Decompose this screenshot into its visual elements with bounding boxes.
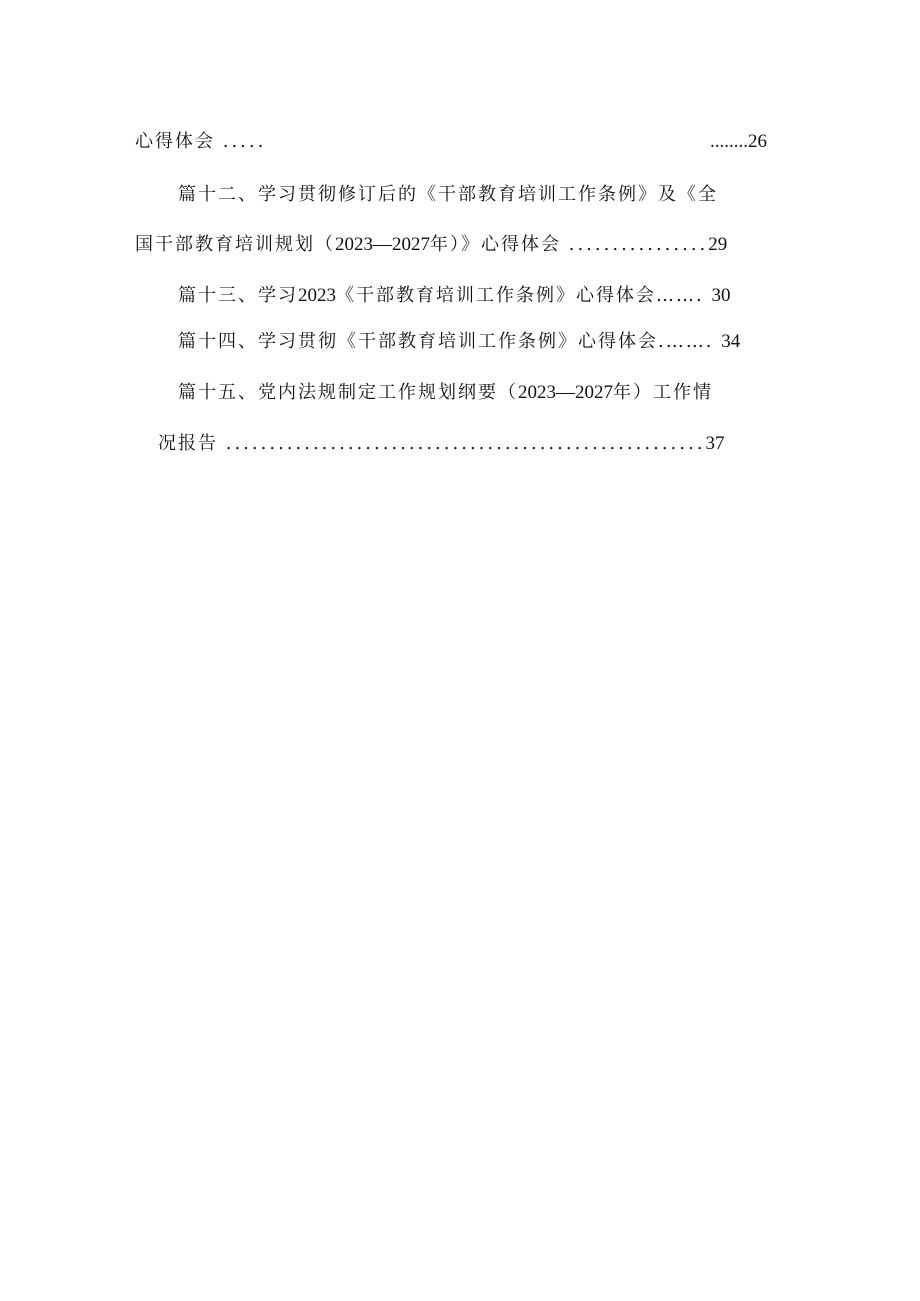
- toc-entry-5-cont-text: 况报告: [158, 433, 218, 454]
- toc-entry-5-text2: 年）工作情: [613, 382, 713, 403]
- toc-entry-1-leader: ........: [710, 131, 748, 152]
- toc-entry-2-years: 2023—2027: [335, 234, 430, 255]
- toc-entry-2-line2: [135, 233, 727, 257]
- toc-entry-4-page: 34: [721, 331, 741, 352]
- toc-entry-3-text: 篇十三、学习: [178, 285, 298, 306]
- toc-entry-2-line1: [178, 183, 718, 207]
- toc-entry-1-page: 26: [748, 131, 767, 152]
- toc-entry-1-title: [135, 130, 266, 154]
- toc-entry-2-dots: ................: [568, 234, 709, 255]
- toc-entry-4-text: 篇十四、学习贯彻《干部教育培训工作条例》心得体会.: [178, 331, 666, 352]
- toc-entry-1-text: 心得体会: [135, 131, 215, 152]
- toc-entry-1-page-group: [710, 130, 767, 154]
- toc-entry-3-dots: …….: [656, 285, 712, 306]
- toc-entry-5-text: 篇十五、党内法规制定工作规划纲要（: [178, 382, 518, 403]
- toc-entry-5-line2: [158, 432, 724, 456]
- toc-entry-4-dots: …….: [665, 331, 722, 352]
- toc-entry-1-dots: .....: [222, 131, 267, 152]
- toc-entry-3: [178, 284, 730, 308]
- toc-entry-5-years: 2023—2027: [518, 382, 613, 403]
- toc-entry-5-page: 37: [705, 433, 725, 454]
- toc-entry-5-dots: .......................................................: [225, 433, 706, 454]
- toc-entry-5-line1: [178, 381, 713, 405]
- toc-entry-4: [178, 330, 740, 354]
- toc-entry-2-page: 29: [708, 234, 728, 255]
- toc-entry-3-year: 2023: [298, 285, 336, 306]
- toc-entry-3-text2: 《干部教育培训工作条例》心得体会: [336, 285, 656, 306]
- toc-entry-2-cont-text2: 年）》心得体会: [430, 234, 561, 255]
- toc-entry-2-text: 篇十二、学习贯彻修订后的《干部教育培训工作条例》及《全: [178, 184, 718, 205]
- toc-entry-2-cont-text: 国干部教育培训规划（: [135, 234, 335, 255]
- toc-entry-3-page: 30: [711, 285, 731, 306]
